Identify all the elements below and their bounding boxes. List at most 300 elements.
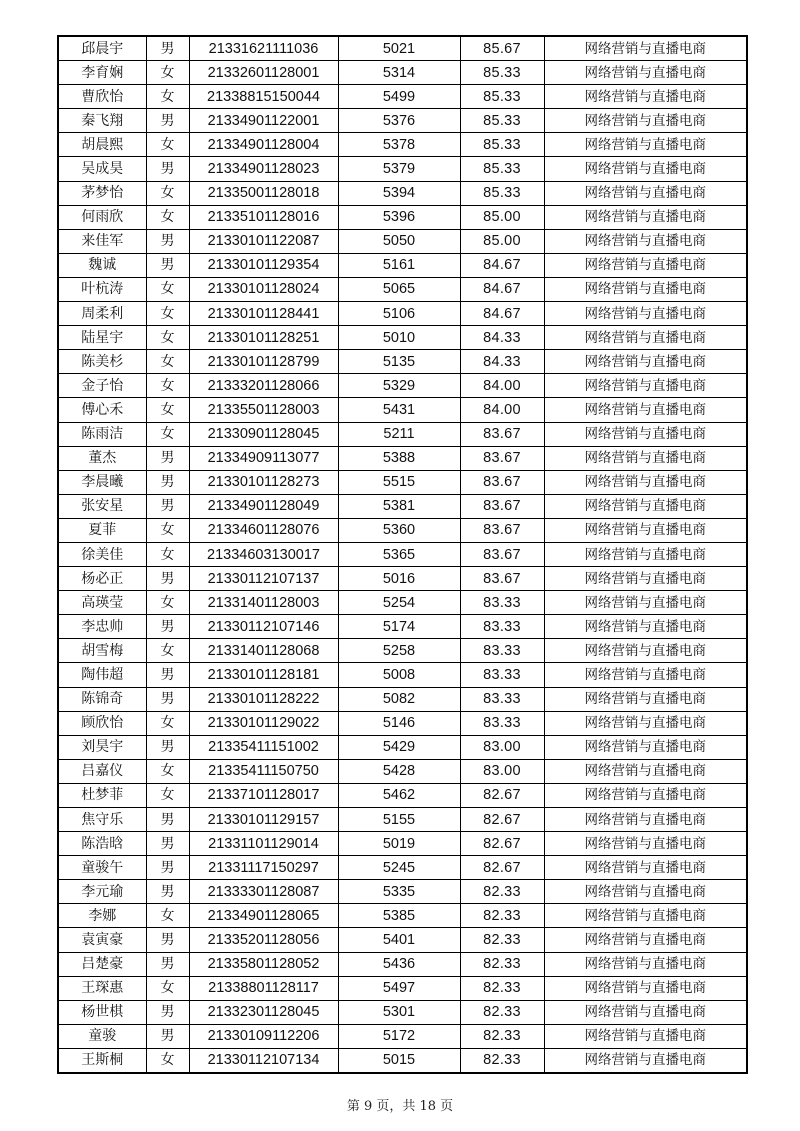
exam-id-cell: 21335201128056	[189, 928, 338, 952]
student-name-cell: 李育娴	[58, 61, 146, 85]
table-row	[58, 422, 747, 446]
gender-cell: 女	[146, 783, 189, 807]
seat-number-cell: 5499	[338, 85, 460, 109]
seat-number-cell: 5428	[338, 759, 460, 783]
major-cell: 网络营销与直播电商	[544, 350, 747, 374]
student-name-cell: 高瑛莹	[58, 591, 146, 615]
table-row	[58, 542, 747, 566]
score-cell: 82.33	[460, 1048, 544, 1073]
gender-cell: 女	[146, 711, 189, 735]
seat-number-cell: 5155	[338, 808, 460, 832]
gender-cell: 男	[146, 832, 189, 856]
table-row	[58, 711, 747, 735]
exam-id-cell: 21332301128045	[189, 1000, 338, 1024]
seat-number-cell: 5431	[338, 398, 460, 422]
student-name-cell: 吕楚豪	[58, 952, 146, 976]
score-cell: 85.00	[460, 205, 544, 229]
gender-cell: 男	[146, 229, 189, 253]
student-name-cell: 董杰	[58, 446, 146, 470]
major-cell: 网络营销与直播电商	[544, 856, 747, 880]
major-cell: 网络营销与直播电商	[544, 229, 747, 253]
gender-cell: 男	[146, 615, 189, 639]
gender-cell: 男	[146, 880, 189, 904]
exam-id-cell: 21332601128001	[189, 61, 338, 85]
student-name-cell: 傅心禾	[58, 398, 146, 422]
exam-id-cell: 21335411150750	[189, 759, 338, 783]
student-name-cell: 茅梦怡	[58, 181, 146, 205]
gender-cell: 女	[146, 422, 189, 446]
student-name-cell: 吕嘉仪	[58, 759, 146, 783]
gender-cell: 男	[146, 36, 189, 61]
seat-number-cell: 5379	[338, 157, 460, 181]
table-row	[58, 229, 747, 253]
gender-cell: 女	[146, 759, 189, 783]
exam-id-cell: 21330101128441	[189, 302, 338, 326]
gender-cell: 男	[146, 470, 189, 494]
student-name-cell: 杨必正	[58, 567, 146, 591]
exam-id-cell: 21330101128273	[189, 470, 338, 494]
exam-id-cell: 21330101122087	[189, 229, 338, 253]
score-cell: 83.67	[460, 446, 544, 470]
major-cell: 网络营销与直播电商	[544, 133, 747, 157]
table-row	[58, 904, 747, 928]
exam-id-cell: 21334601128076	[189, 518, 338, 542]
table-row	[58, 85, 747, 109]
gender-cell: 女	[146, 518, 189, 542]
gender-cell: 女	[146, 326, 189, 350]
major-cell: 网络营销与直播电商	[544, 615, 747, 639]
score-cell: 84.33	[460, 350, 544, 374]
major-cell: 网络营销与直播电商	[544, 36, 747, 61]
score-cell: 82.67	[460, 783, 544, 807]
major-cell: 网络营销与直播电商	[544, 904, 747, 928]
seat-number-cell: 5401	[338, 928, 460, 952]
score-cell: 84.00	[460, 398, 544, 422]
major-cell: 网络营销与直播电商	[544, 374, 747, 398]
major-cell: 网络营销与直播电商	[544, 928, 747, 952]
table-row	[58, 952, 747, 976]
seat-number-cell: 5050	[338, 229, 460, 253]
table-row	[58, 591, 747, 615]
major-cell: 网络营销与直播电商	[544, 181, 747, 205]
score-cell: 83.67	[460, 542, 544, 566]
seat-number-cell: 5258	[338, 639, 460, 663]
student-name-cell: 胡晨熙	[58, 133, 146, 157]
student-name-cell: 金子怡	[58, 374, 146, 398]
student-name-cell: 焦守乐	[58, 808, 146, 832]
seat-number-cell: 5365	[338, 542, 460, 566]
table-row	[58, 494, 747, 518]
seat-number-cell: 5021	[338, 36, 460, 61]
table-row	[58, 808, 747, 832]
major-cell: 网络营销与直播电商	[544, 808, 747, 832]
table-row	[58, 1000, 747, 1024]
student-name-cell: 陶伟超	[58, 663, 146, 687]
exam-id-cell: 21330101129157	[189, 808, 338, 832]
exam-id-cell: 21335411151002	[189, 735, 338, 759]
gender-cell: 女	[146, 181, 189, 205]
score-cell: 84.00	[460, 374, 544, 398]
student-name-cell: 李娜	[58, 904, 146, 928]
major-cell: 网络营销与直播电商	[544, 253, 747, 277]
gender-cell: 女	[146, 976, 189, 1000]
student-name-cell: 陈雨洁	[58, 422, 146, 446]
table-row	[58, 205, 747, 229]
exam-id-cell: 21334901128049	[189, 494, 338, 518]
gender-cell: 男	[146, 494, 189, 518]
seat-number-cell: 5254	[338, 591, 460, 615]
exam-id-cell: 21331401128003	[189, 591, 338, 615]
score-cell: 83.33	[460, 639, 544, 663]
seat-number-cell: 5429	[338, 735, 460, 759]
student-name-cell: 秦飞翔	[58, 109, 146, 133]
gender-cell: 男	[146, 735, 189, 759]
student-name-cell: 叶杭涛	[58, 277, 146, 301]
exam-id-cell: 21331621111036	[189, 36, 338, 61]
gender-cell: 女	[146, 61, 189, 85]
score-cell: 82.67	[460, 856, 544, 880]
roster-sheet	[57, 35, 746, 1074]
gender-cell: 男	[146, 109, 189, 133]
gender-cell: 男	[146, 952, 189, 976]
major-cell: 网络营销与直播电商	[544, 1000, 747, 1024]
gender-cell: 男	[146, 1000, 189, 1024]
score-cell: 82.33	[460, 880, 544, 904]
score-cell: 82.33	[460, 976, 544, 1000]
seat-number-cell: 5174	[338, 615, 460, 639]
score-cell: 83.67	[460, 494, 544, 518]
seat-number-cell: 5146	[338, 711, 460, 735]
seat-number-cell: 5378	[338, 133, 460, 157]
score-cell: 83.67	[460, 422, 544, 446]
score-cell: 83.67	[460, 518, 544, 542]
seat-number-cell: 5065	[338, 277, 460, 301]
exam-id-cell: 21337101128017	[189, 783, 338, 807]
gender-cell: 男	[146, 663, 189, 687]
student-name-cell: 童骏	[58, 1024, 146, 1048]
exam-id-cell: 21334901122001	[189, 109, 338, 133]
seat-number-cell: 5211	[338, 422, 460, 446]
student-name-cell: 吴成昊	[58, 157, 146, 181]
seat-number-cell: 5388	[338, 446, 460, 470]
major-cell: 网络营销与直播电商	[544, 326, 747, 350]
seat-number-cell: 5016	[338, 567, 460, 591]
table-row	[58, 36, 747, 61]
major-cell: 网络营销与直播电商	[544, 542, 747, 566]
table-row	[58, 856, 747, 880]
score-cell: 83.33	[460, 615, 544, 639]
seat-number-cell: 5019	[338, 832, 460, 856]
gender-cell: 男	[146, 808, 189, 832]
table-row	[58, 253, 747, 277]
student-name-cell: 魏诚	[58, 253, 146, 277]
gender-cell: 女	[146, 542, 189, 566]
student-name-cell: 杜梦菲	[58, 783, 146, 807]
score-cell: 85.33	[460, 181, 544, 205]
exam-id-cell: 21334901128065	[189, 904, 338, 928]
exam-id-cell: 21330901128045	[189, 422, 338, 446]
student-name-cell: 李晨曦	[58, 470, 146, 494]
major-cell: 网络营销与直播电商	[544, 398, 747, 422]
exam-id-cell: 21334909113077	[189, 446, 338, 470]
table-row	[58, 1024, 747, 1048]
major-cell: 网络营销与直播电商	[544, 687, 747, 711]
major-cell: 网络营销与直播电商	[544, 591, 747, 615]
major-cell: 网络营销与直播电商	[544, 952, 747, 976]
table-row	[58, 880, 747, 904]
exam-id-cell: 21330112107137	[189, 567, 338, 591]
score-cell: 84.67	[460, 277, 544, 301]
table-row	[58, 928, 747, 952]
gender-cell: 女	[146, 85, 189, 109]
exam-id-cell: 21333301128087	[189, 880, 338, 904]
student-name-cell: 杨世棋	[58, 1000, 146, 1024]
exam-id-cell: 21330101128222	[189, 687, 338, 711]
table-row	[58, 61, 747, 85]
major-cell: 网络营销与直播电商	[544, 422, 747, 446]
major-cell: 网络营销与直播电商	[544, 302, 747, 326]
seat-number-cell: 5385	[338, 904, 460, 928]
seat-number-cell: 5497	[338, 976, 460, 1000]
table-row	[58, 446, 747, 470]
gender-cell: 男	[146, 446, 189, 470]
student-name-cell: 邱晨宇	[58, 36, 146, 61]
exam-id-cell: 21330101128181	[189, 663, 338, 687]
student-name-cell: 顾欣怡	[58, 711, 146, 735]
seat-number-cell: 5135	[338, 350, 460, 374]
gender-cell: 女	[146, 398, 189, 422]
table-row	[58, 567, 747, 591]
major-cell: 网络营销与直播电商	[544, 277, 747, 301]
exam-id-cell: 21330101128799	[189, 350, 338, 374]
exam-id-cell: 21335801128052	[189, 952, 338, 976]
major-cell: 网络营销与直播电商	[544, 157, 747, 181]
exam-id-cell: 21335501128003	[189, 398, 338, 422]
score-cell: 82.33	[460, 1000, 544, 1024]
major-cell: 网络营销与直播电商	[544, 518, 747, 542]
score-cell: 84.33	[460, 326, 544, 350]
score-cell: 85.33	[460, 85, 544, 109]
gender-cell: 女	[146, 639, 189, 663]
score-cell: 83.33	[460, 591, 544, 615]
major-cell: 网络营销与直播电商	[544, 446, 747, 470]
gender-cell: 女	[146, 1048, 189, 1073]
gender-cell: 女	[146, 205, 189, 229]
table-row	[58, 976, 747, 1000]
exam-id-cell: 21330112107134	[189, 1048, 338, 1073]
major-cell: 网络营销与直播电商	[544, 832, 747, 856]
seat-number-cell: 5436	[338, 952, 460, 976]
table-row	[58, 518, 747, 542]
seat-number-cell: 5314	[338, 61, 460, 85]
table-row	[58, 832, 747, 856]
major-cell: 网络营销与直播电商	[544, 880, 747, 904]
student-name-cell: 陈浩晗	[58, 832, 146, 856]
gender-cell: 女	[146, 302, 189, 326]
score-cell: 82.33	[460, 1024, 544, 1048]
seat-number-cell: 5245	[338, 856, 460, 880]
exam-id-cell: 21334901128004	[189, 133, 338, 157]
major-cell: 网络营销与直播电商	[544, 1024, 747, 1048]
gender-cell: 男	[146, 1024, 189, 1048]
table-row	[58, 735, 747, 759]
exam-id-cell: 21330112107146	[189, 615, 338, 639]
score-cell: 83.67	[460, 470, 544, 494]
exam-id-cell: 21333201128066	[189, 374, 338, 398]
score-cell: 82.67	[460, 808, 544, 832]
student-name-cell: 胡雪梅	[58, 639, 146, 663]
major-cell: 网络营销与直播电商	[544, 85, 747, 109]
gender-cell: 男	[146, 253, 189, 277]
table-row	[58, 350, 747, 374]
score-cell: 83.00	[460, 759, 544, 783]
student-name-cell: 夏菲	[58, 518, 146, 542]
seat-number-cell: 5329	[338, 374, 460, 398]
seat-number-cell: 5515	[338, 470, 460, 494]
student-name-cell: 刘昊宇	[58, 735, 146, 759]
student-name-cell: 袁寅豪	[58, 928, 146, 952]
major-cell: 网络营销与直播电商	[544, 663, 747, 687]
student-name-cell: 李元瑜	[58, 880, 146, 904]
table-row	[58, 374, 747, 398]
major-cell: 网络营销与直播电商	[544, 783, 747, 807]
score-cell: 85.33	[460, 61, 544, 85]
table-row	[58, 1048, 747, 1073]
major-cell: 网络营销与直播电商	[544, 711, 747, 735]
exam-id-cell: 21330101129354	[189, 253, 338, 277]
major-cell: 网络营销与直播电商	[544, 109, 747, 133]
table-row	[58, 181, 747, 205]
student-name-cell: 李忠帅	[58, 615, 146, 639]
gender-cell: 女	[146, 591, 189, 615]
student-name-cell: 童骏午	[58, 856, 146, 880]
student-name-cell: 徐美佳	[58, 542, 146, 566]
major-cell: 网络营销与直播电商	[544, 1048, 747, 1073]
exam-id-cell: 21330101129022	[189, 711, 338, 735]
score-cell: 82.67	[460, 832, 544, 856]
seat-number-cell: 5008	[338, 663, 460, 687]
seat-number-cell: 5381	[338, 494, 460, 518]
gender-cell: 男	[146, 567, 189, 591]
gender-cell: 男	[146, 157, 189, 181]
table-row	[58, 615, 747, 639]
roster-table-body	[58, 36, 747, 1073]
gender-cell: 女	[146, 904, 189, 928]
student-name-cell: 张安星	[58, 494, 146, 518]
table-row	[58, 398, 747, 422]
gender-cell: 男	[146, 928, 189, 952]
student-name-cell: 来佳军	[58, 229, 146, 253]
score-cell: 85.67	[460, 36, 544, 61]
table-row	[58, 687, 747, 711]
score-cell: 83.33	[460, 687, 544, 711]
seat-number-cell: 5394	[338, 181, 460, 205]
score-cell: 85.33	[460, 133, 544, 157]
seat-number-cell: 5301	[338, 1000, 460, 1024]
seat-number-cell: 5082	[338, 687, 460, 711]
student-name-cell: 陈美杉	[58, 350, 146, 374]
seat-number-cell: 5376	[338, 109, 460, 133]
exam-id-cell: 21331401128068	[189, 639, 338, 663]
score-cell: 83.33	[460, 711, 544, 735]
major-cell: 网络营销与直播电商	[544, 494, 747, 518]
score-cell: 83.00	[460, 735, 544, 759]
table-row	[58, 157, 747, 181]
gender-cell: 男	[146, 856, 189, 880]
seat-number-cell: 5462	[338, 783, 460, 807]
table-row	[58, 663, 747, 687]
exam-id-cell: 21335101128016	[189, 205, 338, 229]
score-cell: 84.67	[460, 253, 544, 277]
major-cell: 网络营销与直播电商	[544, 470, 747, 494]
major-cell: 网络营销与直播电商	[544, 205, 747, 229]
major-cell: 网络营销与直播电商	[544, 639, 747, 663]
student-name-cell: 王斯桐	[58, 1048, 146, 1073]
roster-table	[57, 35, 748, 1074]
exam-id-cell: 21331101129014	[189, 832, 338, 856]
score-cell: 85.33	[460, 157, 544, 181]
table-row	[58, 470, 747, 494]
table-row	[58, 109, 747, 133]
gender-cell: 女	[146, 133, 189, 157]
exam-id-cell: 21331117150297	[189, 856, 338, 880]
table-row	[58, 759, 747, 783]
seat-number-cell: 5396	[338, 205, 460, 229]
score-cell: 82.33	[460, 928, 544, 952]
score-cell: 82.33	[460, 952, 544, 976]
gender-cell: 男	[146, 687, 189, 711]
student-name-cell: 王琛惠	[58, 976, 146, 1000]
seat-number-cell: 5161	[338, 253, 460, 277]
major-cell: 网络营销与直播电商	[544, 567, 747, 591]
score-cell: 83.33	[460, 663, 544, 687]
seat-number-cell: 5335	[338, 880, 460, 904]
score-cell: 85.33	[460, 109, 544, 133]
exam-id-cell: 21338815150044	[189, 85, 338, 109]
exam-id-cell: 21330101128251	[189, 326, 338, 350]
student-name-cell: 陆星宇	[58, 326, 146, 350]
exam-id-cell: 21338801128117	[189, 976, 338, 1000]
table-row	[58, 326, 747, 350]
seat-number-cell: 5360	[338, 518, 460, 542]
exam-id-cell: 21334901128023	[189, 157, 338, 181]
student-name-cell: 周柔利	[58, 302, 146, 326]
score-cell: 83.67	[460, 567, 544, 591]
student-name-cell: 何雨欣	[58, 205, 146, 229]
student-name-cell: 曹欣怡	[58, 85, 146, 109]
exam-id-cell: 21335001128018	[189, 181, 338, 205]
seat-number-cell: 5015	[338, 1048, 460, 1073]
gender-cell: 女	[146, 350, 189, 374]
major-cell: 网络营销与直播电商	[544, 61, 747, 85]
score-cell: 85.00	[460, 229, 544, 253]
table-row	[58, 133, 747, 157]
table-row	[58, 639, 747, 663]
exam-id-cell: 21330109112206	[189, 1024, 338, 1048]
table-row	[58, 783, 747, 807]
exam-id-cell: 21330101128024	[189, 277, 338, 301]
student-name-cell: 陈锦奇	[58, 687, 146, 711]
exam-id-cell: 21334603130017	[189, 542, 338, 566]
score-cell: 84.67	[460, 302, 544, 326]
gender-cell: 女	[146, 277, 189, 301]
gender-cell: 女	[146, 374, 189, 398]
seat-number-cell: 5010	[338, 326, 460, 350]
major-cell: 网络营销与直播电商	[544, 976, 747, 1000]
table-row	[58, 302, 747, 326]
major-cell: 网络营销与直播电商	[544, 759, 747, 783]
page-number-footer: 第 9 页，共 18 页	[346, 1099, 454, 1114]
